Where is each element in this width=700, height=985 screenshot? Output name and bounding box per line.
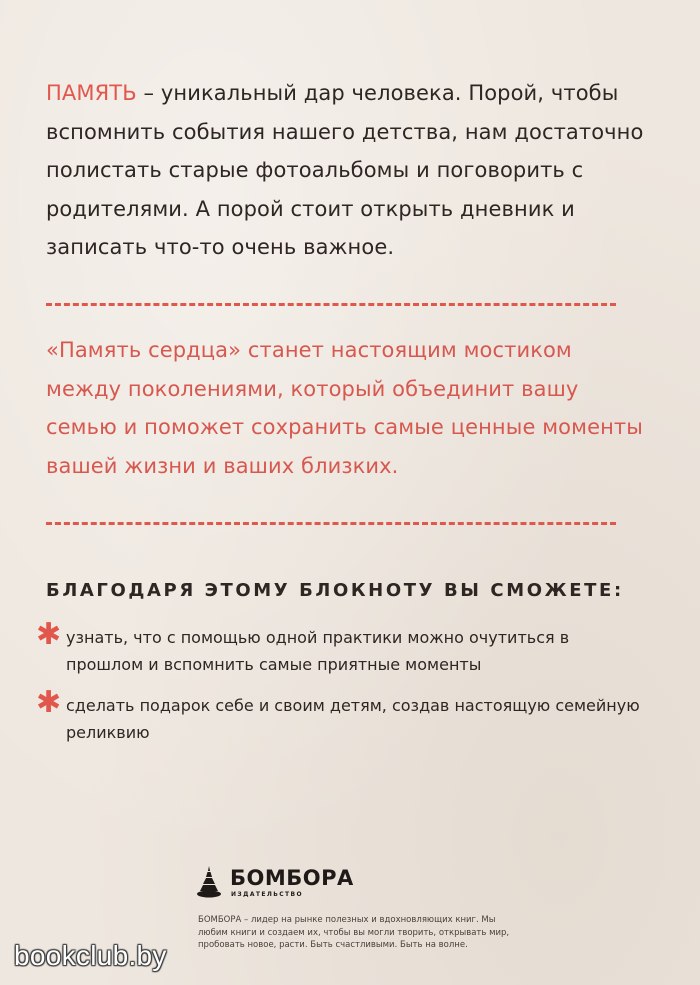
benefit-text: узнать, что с помощью одной практики можно очутиться в прошлом и вспомнить самые приятные моменты [66, 628, 570, 674]
list-item [36, 685, 650, 746]
intro-accent-word: ПАМЯТЬ [46, 81, 137, 105]
dashed-divider [46, 303, 616, 306]
bombora-logo-icon [196, 864, 222, 898]
publisher-description: БОМБОРА – лидер на рынке полезных и вдохновляющих книг. Мы любим книги и создаем их, чтобы вы могли творить, открывать мир, пробовать новое, расти. Быть счастливыми. Быть на волне. [198, 915, 510, 950]
publisher-name: БОМБОРА [230, 866, 354, 890]
benefits-heading: БЛАГОДАРЯ ЭТОМУ БЛОКНОТУ ВЫ СМОЖЕТЕ: [46, 580, 624, 601]
list-item [36, 617, 650, 678]
dashed-divider [46, 522, 616, 525]
asterisk-icon: ✱ [36, 685, 62, 720]
intro-text: – уникальный дар человека. Порой, чтобы вспомнить события нашего детства, нам достаточно полистать старые фотоальбомы и поговорить с родителями. А порой стоит открыть дневник и записать что-то очень важное. [46, 81, 644, 259]
benefit-text: сделать подарок себе и своим детям, создав настоящую семейную реликвию [66, 696, 640, 742]
benefits-list [36, 617, 650, 760]
intro-paragraph [46, 74, 646, 267]
asterisk-icon: ✱ [36, 617, 62, 652]
watermark: bookclub.by [14, 940, 167, 971]
publisher-subtitle: ИЗДАТЕЛЬСТВО [231, 891, 303, 898]
quote-paragraph: «Память сердца» станет настоящим мостиком между поколениями, который объединит вашу семью и поможет сохранить самые ценные моменты вашей жизни и ваших близких. [46, 338, 643, 478]
